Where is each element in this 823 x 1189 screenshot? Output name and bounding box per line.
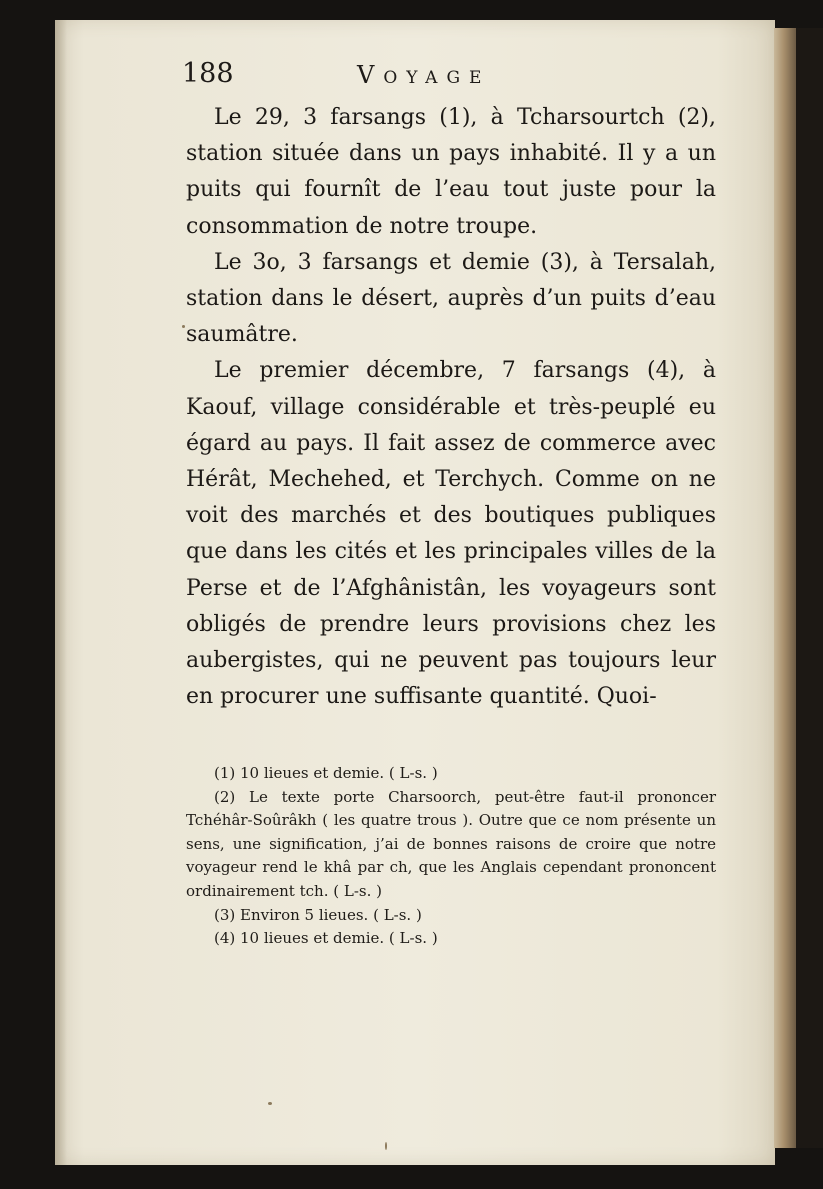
page-number: 188 <box>182 58 234 89</box>
footnote-1: (1) 10 lieues et demie. ( L-s. ) <box>214 764 438 782</box>
footnote-3: (3) Environ 5 lieues. ( L-s. ) <box>214 905 422 924</box>
main-text <box>186 100 716 715</box>
paragraph-1: Le 29, 3 farsangs (1), à Tcharsourtch (2), station située dans un pays inhabité. Il y a un puits qui fournît de l’eau tout juste pour la consommation de notre troupe. <box>186 105 716 239</box>
running-title: Voyage <box>357 61 491 89</box>
binding-shadow <box>796 28 823 1148</box>
paper-fleck <box>268 1102 272 1105</box>
paper-fleck <box>385 1142 387 1150</box>
footnotes <box>186 762 716 951</box>
footnote-4: (4) 10 lieues et demie. ( L-s. ) <box>214 929 438 948</box>
paragraph-2: Le 3o, 3 farsangs et demie (3), à Tersalah, station dans le désert, auprès d’un puits d’eau saumâtre. <box>186 249 716 348</box>
footnote-2: (2) Le texte porte Charsoorch, peut-être faut-il prononcer Tchéhâr-Soûrâkh ( les quatre trous ). Outre que ce nom présente un sens, une signification, j’ai de bonnes raisons de croire que notre voyageur rend le khâ par ch, que les Anglais cependant prononcent ordinairement tch. ( L-s. ) <box>186 787 716 900</box>
page-gutter-shadow <box>55 20 67 1165</box>
running-head <box>182 58 722 98</box>
paragraph-3: Le premier décembre, 7 farsangs (4), à Kaouf, village considérable et très-peuplé eu égard au pays. Il fait assez de commerce avec Hérât, Mechehed, et Terchych. Comme on ne voit des marchés et des boutiques publiques que dans les cités et les principales villes de la Perse et de l’Afghânistân, les voyageurs sont obligés de prendre leurs provisions chez les aubergistes, qui ne peuvent pas toujours leur en procurer une suffisante quantité. Quoi- <box>186 358 716 710</box>
paper-fleck <box>182 325 185 328</box>
adjacent-page-edge <box>774 28 796 1148</box>
